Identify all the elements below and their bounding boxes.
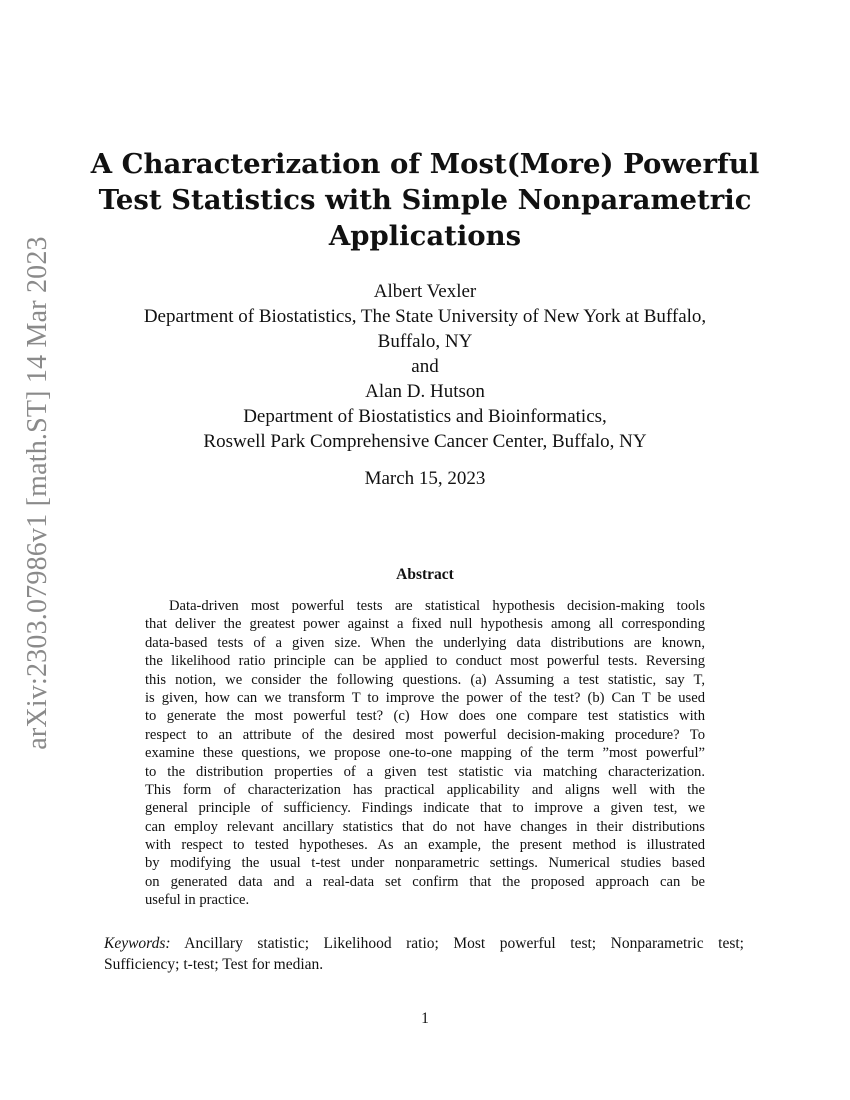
abstract-heading: Abstract — [396, 566, 454, 583]
abstract-line: respect to an attribute of the desired most powerful decision-making procedure? To — [145, 726, 705, 743]
abstract-line: general principle of sufficiency. Findings indicate that to improve a given test, we — [145, 800, 705, 817]
keywords-line — [104, 933, 744, 954]
abstract-line: examine these questions, we propose one-to-one mapping of the term ”most powerful” — [145, 745, 705, 762]
abstract-line: can employ relevant ancillary statistics that do not have changes in their distributions — [145, 818, 705, 835]
keywords-list-continued: Sufficiency; t-test; Test for median. — [104, 956, 324, 973]
title-line: Test Statistics with Simple Nonparametric — [98, 184, 752, 216]
arxiv-stamp — [18, 236, 58, 750]
abstract-line: is given, how can we transform T to improve the power of the test? (b) Can T be used — [145, 689, 705, 706]
author-name: Albert Vexler — [373, 281, 477, 302]
abstract-line: the likelihood ratio principle can be applied to conduct most powerful tests. Reversing — [145, 653, 705, 670]
abstract-line: This form of characterization has practical applicability and aligns well with the — [145, 781, 705, 798]
page-number: 1 — [421, 1010, 429, 1027]
author-affiliation: Department of Biostatistics and Bioinformatics, — [243, 406, 607, 427]
author-conjunction: and — [411, 356, 439, 377]
abstract-line: on generated data and a real-data set confirm that the proposed approach can be — [145, 873, 705, 890]
keywords-block — [104, 933, 744, 975]
abstract-line: Data-driven most powerful tests are statistical hypothesis decision-making tools — [169, 598, 705, 614]
arxiv-identifier: arXiv:2303.07986v1 [math.ST] 14 Mar 2023 — [22, 236, 53, 750]
keywords-label: Keywords: — [104, 935, 171, 952]
author-affiliation: Roswell Park Comprehensive Cancer Center, Buffalo, NY — [203, 431, 647, 452]
abstract-line: to generate the most powerful test? (c) How does one compare test statistics with — [145, 708, 705, 725]
abstract-line: this notion, we consider the following questions. (a) Assuming a test statistic, say T, — [145, 671, 705, 688]
keywords-list: Ancillary statistic; Likelihood ratio; Most powerful test; Nonparametric test; — [184, 935, 744, 952]
abstract-line: data-based tests of a given size. When the underlying data distributions are known, — [145, 634, 705, 651]
abstract-line: with respect to tested hypotheses. As an example, the present method is illustrated — [145, 837, 705, 854]
title-line: A Characterization of Most(More) Powerful — [90, 148, 760, 180]
paper-title — [90, 146, 760, 254]
abstract-line: by modifying the usual t-test under nonparametric settings. Numerical studies based — [145, 855, 705, 872]
abstract-line: that deliver the greatest power against a fixed null hypothesis among all corresponding — [145, 616, 705, 633]
author-block — [90, 279, 760, 454]
paper-date: March 15, 2023 — [364, 468, 486, 489]
abstract-line: to the distribution properties of a given test statistic via matching characterization. — [145, 763, 705, 780]
title-line: Applications — [328, 220, 522, 252]
abstract-line: useful in practice. — [145, 892, 250, 909]
author-affiliation: Buffalo, NY — [377, 331, 473, 352]
author-affiliation: Department of Biostatistics, The State University of New York at Buffalo, — [143, 306, 707, 327]
author-name: Alan D. Hutson — [365, 381, 485, 402]
abstract-body — [145, 597, 705, 910]
